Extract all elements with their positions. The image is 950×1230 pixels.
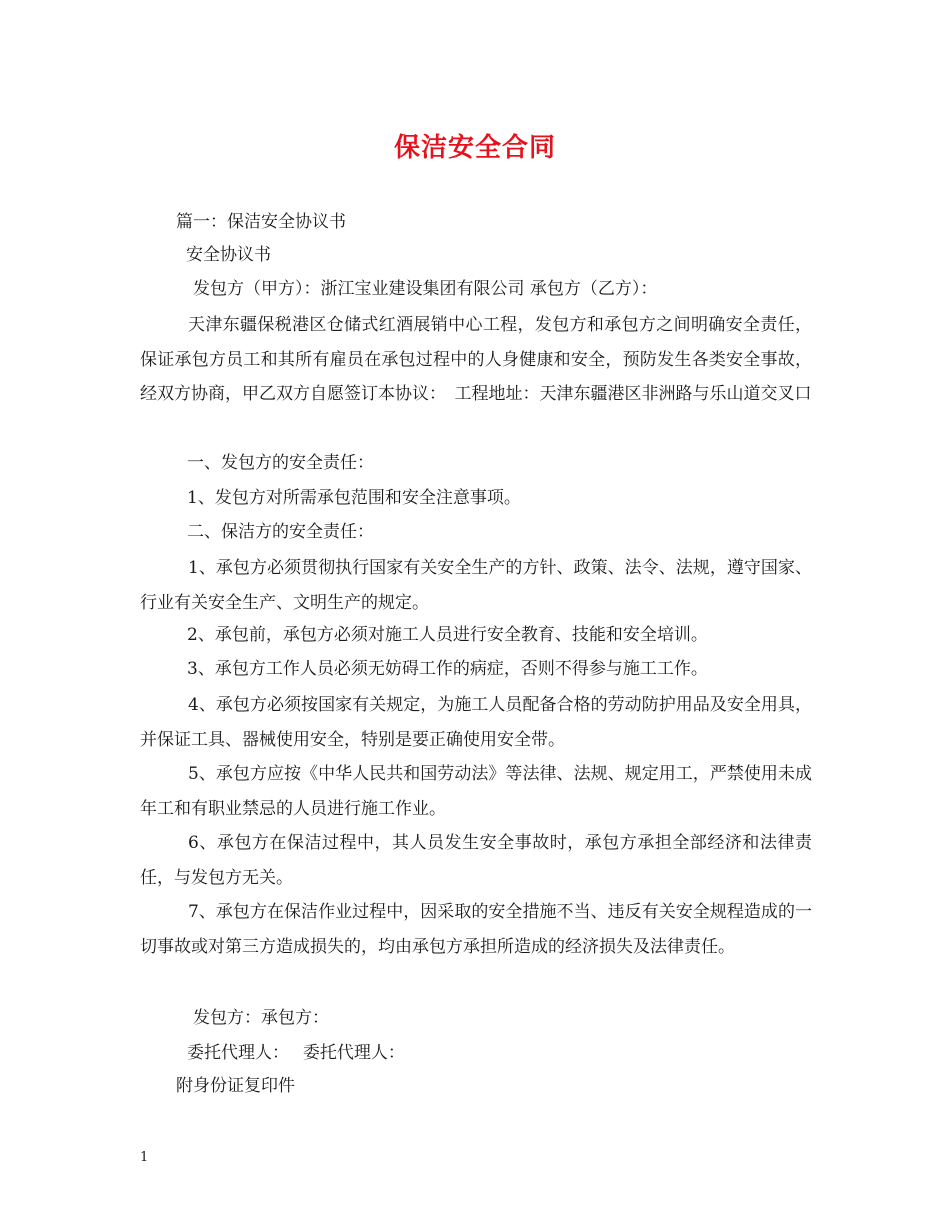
clause-item-2-6: 6、承包方在保洁过程中，其人员发生安全事故时，承包方承担全部经济和法律责任，与发包方无关。 xyxy=(140,833,812,888)
intro-paragraph: 天津东疆保税港区仓储式红酒展销中心工程，发包方和承包方之间明确安全责任，保证承包方员工和其所有雇员在承包过程中的人身健康和安全，预防发生各类安全事故，经双方协商，甲乙双方自愿签订本协议： 工程地址：天津东疆港区非洲路与乐山道交叉口 xyxy=(140,315,812,404)
clause-heading-1: 一、发包方的安全责任： xyxy=(187,453,374,473)
section-heading: 篇一：保洁安全协议书 xyxy=(176,212,346,232)
clause-item-2-4: 4、承包方必须按国家有关规定，为施工人员配备合格的劳动防护用品及安全用具，并保证工具、器械使用安全，特别是要正确使用安全带。 xyxy=(140,695,812,750)
signature-parties: 发包方：承包方： xyxy=(193,1008,329,1028)
sub-heading: 安全协议书 xyxy=(186,245,271,265)
document-title: 保洁安全合同 xyxy=(393,133,556,163)
clause-item-2-1: 1、承包方必须贯彻执行国家有关安全生产的方针、政策、法令、法规，遵守国家、行业有关安全生产、文明生产的规定。 xyxy=(140,558,812,613)
signature-agents: 委托代理人： 委托代理人： xyxy=(187,1043,405,1063)
clause-item-1-1: 1、发包方对所需承包范围和安全注意事项。 xyxy=(187,488,521,508)
clause-item-2-7: 7、承包方在保洁作业过程中，因采取的安全措施不当、违反有关安全规程造成的一切事故或对第三方造成损失的，均由承包方承担所造成的经济损失及法律责任。 xyxy=(140,902,812,957)
parties-line: 发包方（甲方）：浙江宝业建设集团有限公司 承包方（乙方）： xyxy=(193,279,658,299)
clause-item-2-3: 3、承包方工作人员必须无妨碍工作的病症，否则不得参与施工工作。 xyxy=(187,659,708,679)
clause-item-2-5: 5、承包方应按《中华人民共和国劳动法》等法律、法规、规定用工，严禁使用未成年工和有职业禁忌的人员进行施工作业。 xyxy=(140,764,812,819)
page-number: 1 xyxy=(140,1150,149,1165)
clause-item-2-2: 2、承包前，承包方必须对施工人员进行安全教育、技能和安全培训。 xyxy=(187,625,708,645)
clause-heading-2: 二、保洁方的安全责任： xyxy=(187,522,374,542)
attachment-note: 附身份证复印件 xyxy=(176,1076,295,1096)
